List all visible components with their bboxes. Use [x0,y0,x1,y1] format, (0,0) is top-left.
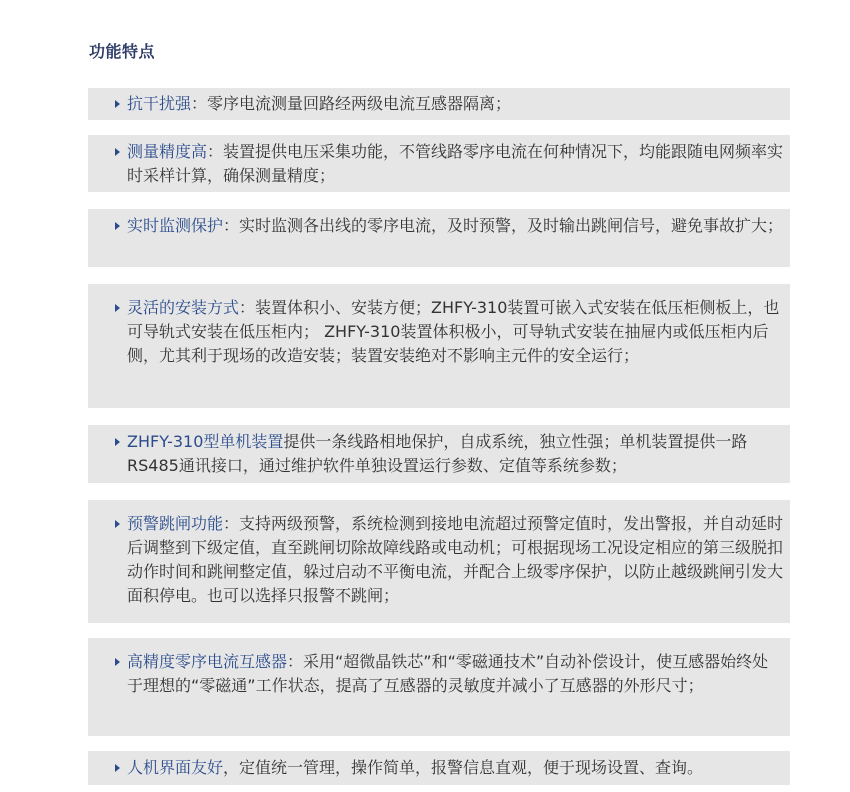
feature-item-precision-transformer [88,638,790,736]
feature-text: ：装置体积小、安装方便；ZHFY-310装置可嵌入式安装在低压柜侧板上，也可导轨式安装在低压柜内； ZHFY-310装置体积极小，可导轨式安装在抽屉内或低压柜内后侧，尤其利于现场的改造安装；装置安装绝对不影响主元件的安全运行； [127,298,780,365]
feature-text: ：支持两级预警，系统检测到接地电流超过预警定值时，发出警报，并自动延时后调整到下级定值，直至跳闸切除故障线路或电动机；可根据现场工况设定相应的第三级脱扣动作时间和跳闸整定值，躲过启动不平衡电流，并配合上级零序保护，以防止越级跳闸引发大面积停电。也可以选择只报警不跳闸； [127,514,784,605]
feature-text: ：装置提供电压采集功能，不管线路零序电流在何种情况下，均能跟随电网频率实时采样计算，确保测量精度； [127,142,784,185]
feature-item-measurement-accuracy [88,135,790,192]
bullet-icon [115,438,120,446]
feature-text: ：零序电流测量回路经两级电流互感器隔离； [191,94,512,113]
bullet-icon [115,764,120,772]
feature-highlight: 高精度零序电流互感器 [127,652,288,671]
feature-text: ：实时监测各出线的零序电流，及时预警，及时输出跳闸信号，避免事故扩大； [223,216,784,235]
feature-text: 提供一条线路相地保护，自成系统，独立性强；单机装置提供一路RS485通讯接口，通过维护软件单独设置运行参数、定值等系统参数； [127,432,748,475]
feature-item-user-interface [88,751,790,785]
bullet-icon [115,222,120,230]
feature-highlight: 人机界面友好 [127,758,224,777]
feature-highlight: 预警跳闸功能 [127,514,224,533]
section-title: 功能特点 [89,42,156,61]
feature-item-realtime-monitoring [88,209,790,267]
feature-highlight: 实时监测保护 [127,216,224,235]
feature-item-warning-trip [88,500,790,623]
feature-highlight: 抗干扰强 [127,94,192,113]
feature-highlight: 测量精度高 [127,142,208,161]
bullet-icon [115,148,120,156]
bullet-icon [115,100,120,108]
feature-item-flexible-installation [88,284,790,408]
feature-text: ，定值统一管理，操作简单，报警信息直观，便于现场设置、查询。 [223,758,704,777]
feature-highlight: ZHFY-310型单机装置 [127,432,284,451]
bullet-icon [115,304,120,312]
feature-highlight: 灵活的安装方式 [127,298,240,317]
bullet-icon [115,658,120,666]
feature-text: ：采用“超微晶铁芯”和“零磁通技术”自动补偿设计，使互感器始终处于理想的“零磁通”工作状态，提高了互感器的灵敏度并减小了互感器的外形尺寸； [127,652,769,695]
bullet-icon [115,520,120,528]
feature-item-anti-interference [88,88,790,120]
feature-item-standalone-device [88,425,790,483]
